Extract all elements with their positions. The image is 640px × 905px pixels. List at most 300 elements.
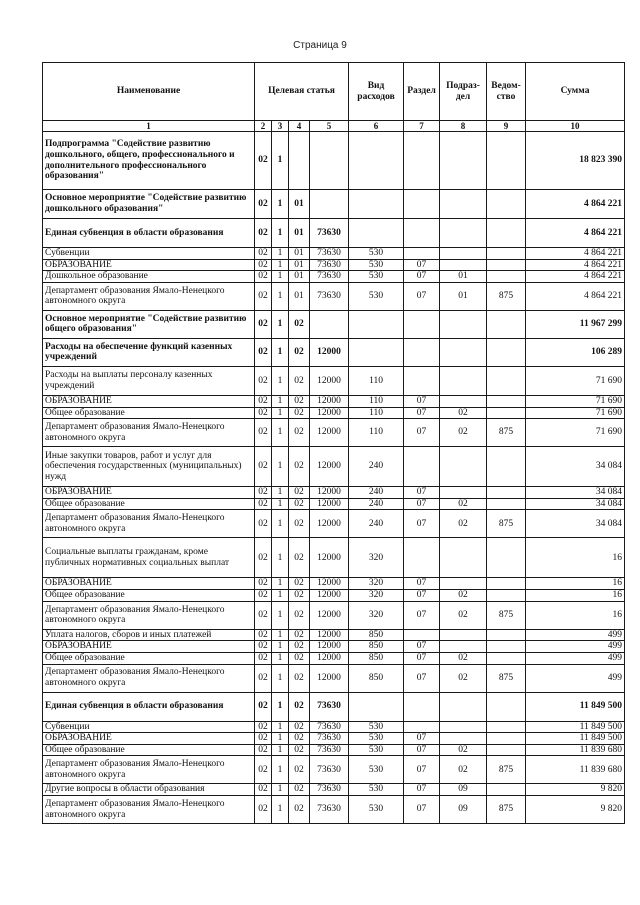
target-program: 02: [255, 419, 272, 447]
target-measure: 02: [289, 733, 310, 745]
target-program: 02: [255, 447, 272, 487]
dept-code: 875: [487, 510, 526, 538]
section-code: 07: [404, 282, 440, 310]
row-sum: 4 864 221: [526, 248, 625, 260]
expense-kind: 530: [349, 271, 404, 283]
expense-kind: 530: [349, 282, 404, 310]
dept-code: [487, 132, 526, 190]
dept-code: [487, 190, 526, 219]
target-program: 02: [255, 510, 272, 538]
table-row: [43, 538, 625, 578]
row-sum: 4 864 221: [526, 190, 625, 219]
row-sum: 34 084: [526, 487, 625, 499]
target-program: 02: [255, 784, 272, 796]
table-row: [43, 664, 625, 692]
header-target: Целевая статья: [255, 63, 349, 121]
section-code: [404, 447, 440, 487]
expense-kind: 110: [349, 407, 404, 419]
target-measure: 02: [289, 796, 310, 824]
row-sum: 11 849 500: [526, 692, 625, 721]
target-direction: 73630: [310, 784, 349, 796]
row-name: Единая субвенция в области образования: [43, 692, 255, 721]
expense-kind: 530: [349, 248, 404, 260]
expense-kind: 320: [349, 590, 404, 602]
row-sum: 499: [526, 664, 625, 692]
dept-code: [487, 652, 526, 664]
target-subprogram: 1: [272, 407, 289, 419]
expense-kind: 530: [349, 756, 404, 784]
row-name: ОБРАЗОВАНИЕ: [43, 641, 255, 653]
section-code: 07: [404, 395, 440, 407]
subsection-code: 01: [440, 271, 487, 283]
header-name: Наименование: [43, 63, 255, 121]
row-name: Единая субвенция в области образования: [43, 219, 255, 248]
target-measure: 01: [289, 259, 310, 271]
expense-kind: 240: [349, 447, 404, 487]
target-subprogram: 1: [272, 310, 289, 338]
target-measure: 01: [289, 190, 310, 219]
row-name: Департамент образования Ямало-Ненецкого автономного округа: [43, 756, 255, 784]
expense-kind: 530: [349, 721, 404, 733]
row-sum: 18 823 390: [526, 132, 625, 190]
table-row: [43, 692, 625, 721]
row-sum: 11 849 500: [526, 733, 625, 745]
row-sum: 34 084: [526, 498, 625, 510]
target-direction: 12000: [310, 447, 349, 487]
target-subprogram: 1: [272, 629, 289, 641]
expense-kind: 110: [349, 395, 404, 407]
target-subprogram: 1: [272, 744, 289, 756]
subsection-code: 01: [440, 282, 487, 310]
header-section: Раздел: [404, 63, 440, 121]
target-measure: 02: [289, 338, 310, 366]
subsection-code: 09: [440, 784, 487, 796]
expense-kind: 850: [349, 664, 404, 692]
target-subprogram: 1: [272, 784, 289, 796]
dept-code: [487, 629, 526, 641]
dept-code: 875: [487, 756, 526, 784]
target-subprogram: 1: [272, 419, 289, 447]
table-body: [43, 132, 625, 824]
row-sum: 16: [526, 538, 625, 578]
expense-kind: 530: [349, 733, 404, 745]
table-row: [43, 338, 625, 366]
row-name: ОБРАЗОВАНИЕ: [43, 578, 255, 590]
section-code: [404, 366, 440, 395]
section-code: [404, 248, 440, 260]
target-measure: 02: [289, 692, 310, 721]
target-direction: 73630: [310, 733, 349, 745]
row-name: Основное мероприятие "Содействие развитию общего образования": [43, 310, 255, 338]
target-program: 02: [255, 498, 272, 510]
dept-code: [487, 744, 526, 756]
target-program: 02: [255, 282, 272, 310]
target-direction: 12000: [310, 578, 349, 590]
subsection-code: [440, 578, 487, 590]
expense-kind: [349, 219, 404, 248]
target-subprogram: 1: [272, 487, 289, 499]
expense-kind: [349, 338, 404, 366]
target-direction: 73630: [310, 282, 349, 310]
target-measure: 02: [289, 744, 310, 756]
target-direction: [310, 310, 349, 338]
row-name: Общее образование: [43, 407, 255, 419]
target-subprogram: 1: [272, 132, 289, 190]
target-measure: [289, 132, 310, 190]
target-program: 02: [255, 310, 272, 338]
section-code: 07: [404, 510, 440, 538]
dept-code: [487, 271, 526, 283]
target-program: 02: [255, 538, 272, 578]
expense-kind: 320: [349, 538, 404, 578]
row-sum: 499: [526, 641, 625, 653]
subsection-code: [440, 692, 487, 721]
dept-code: [487, 578, 526, 590]
section-code: 07: [404, 271, 440, 283]
target-measure: 02: [289, 664, 310, 692]
table-row: [43, 447, 625, 487]
dept-code: [487, 259, 526, 271]
target-subprogram: 1: [272, 259, 289, 271]
row-name: Департамент образования Ямало-Ненецкого автономного округа: [43, 419, 255, 447]
target-measure: 02: [289, 721, 310, 733]
section-code: [404, 310, 440, 338]
expense-kind: 110: [349, 366, 404, 395]
target-measure: 02: [289, 538, 310, 578]
target-direction: 12000: [310, 407, 349, 419]
target-direction: 12000: [310, 538, 349, 578]
dept-code: 875: [487, 664, 526, 692]
row-name: ОБРАЗОВАНИЕ: [43, 487, 255, 499]
row-sum: 71 690: [526, 407, 625, 419]
target-measure: 02: [289, 498, 310, 510]
target-direction: 12000: [310, 419, 349, 447]
row-sum: 4 864 221: [526, 282, 625, 310]
target-subprogram: 1: [272, 601, 289, 629]
index-cell: 5: [310, 121, 349, 132]
subsection-code: 02: [440, 407, 487, 419]
target-measure: 02: [289, 487, 310, 499]
budget-table: [42, 62, 625, 824]
dept-code: [487, 487, 526, 499]
section-code: 07: [404, 744, 440, 756]
table-row: [43, 601, 625, 629]
index-cell: 3: [272, 121, 289, 132]
row-sum: 11 967 299: [526, 310, 625, 338]
row-name: Дошкольное образование: [43, 271, 255, 283]
target-measure: 02: [289, 784, 310, 796]
target-measure: 02: [289, 578, 310, 590]
row-sum: 11 839 680: [526, 756, 625, 784]
target-program: 02: [255, 664, 272, 692]
section-code: [404, 190, 440, 219]
row-name: Субвенции: [43, 248, 255, 260]
target-direction: [310, 132, 349, 190]
row-name: Другие вопросы в области образования: [43, 784, 255, 796]
section-code: 07: [404, 419, 440, 447]
target-subprogram: 1: [272, 510, 289, 538]
target-program: 02: [255, 487, 272, 499]
table-row: [43, 248, 625, 260]
target-subprogram: 1: [272, 338, 289, 366]
table-row: [43, 395, 625, 407]
target-subprogram: 1: [272, 395, 289, 407]
target-subprogram: 1: [272, 498, 289, 510]
target-subprogram: 1: [272, 219, 289, 248]
target-direction: 12000: [310, 652, 349, 664]
row-sum: 9 820: [526, 784, 625, 796]
target-direction: 12000: [310, 664, 349, 692]
row-sum: 4 864 221: [526, 271, 625, 283]
row-sum: 11 849 500: [526, 721, 625, 733]
row-sum: 106 289: [526, 338, 625, 366]
subsection-code: [440, 338, 487, 366]
row-sum: 499: [526, 629, 625, 641]
dept-code: [487, 498, 526, 510]
target-program: 02: [255, 407, 272, 419]
table-row: [43, 652, 625, 664]
row-sum: 71 690: [526, 366, 625, 395]
target-measure: 02: [289, 652, 310, 664]
subsection-code: 02: [440, 756, 487, 784]
section-code: 07: [404, 259, 440, 271]
target-direction: 12000: [310, 338, 349, 366]
target-direction: 73630: [310, 271, 349, 283]
row-name: Иные закупки товаров, работ и услуг для обеспечения государственных (муниципальных) нужд: [43, 447, 255, 487]
target-subprogram: 1: [272, 590, 289, 602]
dept-code: 875: [487, 796, 526, 824]
table-row: [43, 590, 625, 602]
table-row: [43, 366, 625, 395]
subsection-code: [440, 132, 487, 190]
target-subprogram: 1: [272, 248, 289, 260]
row-sum: 499: [526, 652, 625, 664]
target-program: 02: [255, 629, 272, 641]
index-cell: 8: [440, 121, 487, 132]
target-program: 02: [255, 271, 272, 283]
row-name: Департамент образования Ямало-Ненецкого автономного округа: [43, 601, 255, 629]
subsection-code: [440, 721, 487, 733]
target-subprogram: 1: [272, 652, 289, 664]
dept-code: [487, 447, 526, 487]
target-direction: 12000: [310, 366, 349, 395]
index-cell: 6: [349, 121, 404, 132]
target-program: 02: [255, 641, 272, 653]
subsection-code: [440, 190, 487, 219]
target-subprogram: 1: [272, 756, 289, 784]
dept-code: [487, 590, 526, 602]
page-number: Страница 9: [293, 40, 347, 51]
subsection-code: [440, 629, 487, 641]
dept-code: [487, 733, 526, 745]
target-program: 02: [255, 366, 272, 395]
row-sum: 16: [526, 578, 625, 590]
target-measure: 02: [289, 447, 310, 487]
target-program: 02: [255, 721, 272, 733]
expense-kind: 530: [349, 796, 404, 824]
header-sum: Сумма: [526, 63, 625, 121]
subsection-code: [440, 259, 487, 271]
table-row: [43, 407, 625, 419]
table-row: [43, 419, 625, 447]
row-sum: 71 690: [526, 419, 625, 447]
section-code: [404, 132, 440, 190]
dept-code: 875: [487, 419, 526, 447]
target-direction: 73630: [310, 744, 349, 756]
target-direction: 12000: [310, 641, 349, 653]
section-code: 07: [404, 784, 440, 796]
row-name: ОБРАЗОВАНИЕ: [43, 395, 255, 407]
row-name: Департамент образования Ямало-Ненецкого автономного округа: [43, 664, 255, 692]
dept-code: [487, 692, 526, 721]
expense-kind: 850: [349, 629, 404, 641]
index-cell: 10: [526, 121, 625, 132]
table-row: [43, 744, 625, 756]
section-code: 07: [404, 756, 440, 784]
target-measure: 02: [289, 419, 310, 447]
dept-code: [487, 721, 526, 733]
target-measure: 02: [289, 510, 310, 538]
row-sum: 16: [526, 601, 625, 629]
row-name: Общее образование: [43, 590, 255, 602]
table-row: [43, 733, 625, 745]
target-direction: 73630: [310, 721, 349, 733]
target-measure: 02: [289, 407, 310, 419]
table-row: [43, 190, 625, 219]
table-row: [43, 310, 625, 338]
target-subprogram: 1: [272, 796, 289, 824]
row-sum: 9 820: [526, 796, 625, 824]
subsection-code: 02: [440, 652, 487, 664]
target-direction: 12000: [310, 629, 349, 641]
section-code: [404, 219, 440, 248]
table-row: [43, 578, 625, 590]
expense-kind: [349, 692, 404, 721]
dept-code: [487, 641, 526, 653]
section-code: 07: [404, 733, 440, 745]
table-row: [43, 271, 625, 283]
row-name: Департамент образования Ямало-Ненецкого автономного округа: [43, 282, 255, 310]
expense-kind: 320: [349, 601, 404, 629]
target-measure: 02: [289, 601, 310, 629]
table-row: [43, 219, 625, 248]
table-row: [43, 487, 625, 499]
subsection-code: [440, 487, 487, 499]
subsection-code: 02: [440, 590, 487, 602]
row-name: ОБРАЗОВАНИЕ: [43, 733, 255, 745]
target-direction: 12000: [310, 590, 349, 602]
target-measure: 01: [289, 271, 310, 283]
target-subprogram: 1: [272, 721, 289, 733]
row-sum: 34 084: [526, 510, 625, 538]
row-name: Департамент образования Ямало-Ненецкого автономного округа: [43, 796, 255, 824]
dept-code: [487, 219, 526, 248]
row-name: Общее образование: [43, 652, 255, 664]
target-direction: 73630: [310, 796, 349, 824]
table-row: [43, 132, 625, 190]
section-code: 07: [404, 590, 440, 602]
target-measure: 02: [289, 395, 310, 407]
target-direction: 73630: [310, 259, 349, 271]
target-direction: 73630: [310, 756, 349, 784]
subsection-code: 02: [440, 601, 487, 629]
dept-code: [487, 784, 526, 796]
subsection-code: 02: [440, 744, 487, 756]
row-name: Субвенции: [43, 721, 255, 733]
target-measure: 02: [289, 590, 310, 602]
target-direction: 12000: [310, 510, 349, 538]
target-subprogram: 1: [272, 538, 289, 578]
target-program: 02: [255, 692, 272, 721]
section-code: [404, 721, 440, 733]
subsection-code: [440, 310, 487, 338]
target-measure: 02: [289, 366, 310, 395]
dept-code: [487, 407, 526, 419]
target-program: 02: [255, 338, 272, 366]
dept-code: [487, 248, 526, 260]
section-code: 07: [404, 407, 440, 419]
target-program: 02: [255, 733, 272, 745]
target-program: 02: [255, 652, 272, 664]
table-row: [43, 641, 625, 653]
section-code: 07: [404, 601, 440, 629]
table-row: [43, 796, 625, 824]
expense-kind: 850: [349, 641, 404, 653]
expense-kind: [349, 132, 404, 190]
target-program: 02: [255, 744, 272, 756]
table-row: [43, 784, 625, 796]
target-program: 02: [255, 190, 272, 219]
subsection-code: [440, 641, 487, 653]
target-direction: 12000: [310, 487, 349, 499]
row-name: Департамент образования Ямало-Ненецкого автономного округа: [43, 510, 255, 538]
table-row: [43, 259, 625, 271]
target-direction: 12000: [310, 395, 349, 407]
target-program: 02: [255, 796, 272, 824]
target-direction: 12000: [310, 498, 349, 510]
dept-code: [487, 538, 526, 578]
target-direction: 73630: [310, 692, 349, 721]
target-program: 02: [255, 259, 272, 271]
target-program: 02: [255, 248, 272, 260]
expense-kind: 530: [349, 744, 404, 756]
index-row: [43, 121, 625, 132]
target-subprogram: 1: [272, 578, 289, 590]
section-code: [404, 338, 440, 366]
dept-code: [487, 395, 526, 407]
target-subprogram: 1: [272, 282, 289, 310]
target-measure: 01: [289, 282, 310, 310]
subsection-code: 02: [440, 664, 487, 692]
section-code: 07: [404, 641, 440, 653]
subsection-code: 02: [440, 419, 487, 447]
target-program: 02: [255, 578, 272, 590]
row-name: Общее образование: [43, 498, 255, 510]
row-name: Социальные выплаты гражданам, кроме публичных нормативных социальных выплат: [43, 538, 255, 578]
header-dept: Ведом-ство: [487, 63, 526, 121]
row-name: Общее образование: [43, 744, 255, 756]
target-direction: 73630: [310, 248, 349, 260]
subsection-code: [440, 395, 487, 407]
target-subprogram: 1: [272, 190, 289, 219]
target-program: 02: [255, 219, 272, 248]
target-program: 02: [255, 590, 272, 602]
row-sum: 11 839 680: [526, 744, 625, 756]
target-subprogram: 1: [272, 366, 289, 395]
subsection-code: [440, 733, 487, 745]
subsection-code: [440, 366, 487, 395]
target-program: 02: [255, 601, 272, 629]
